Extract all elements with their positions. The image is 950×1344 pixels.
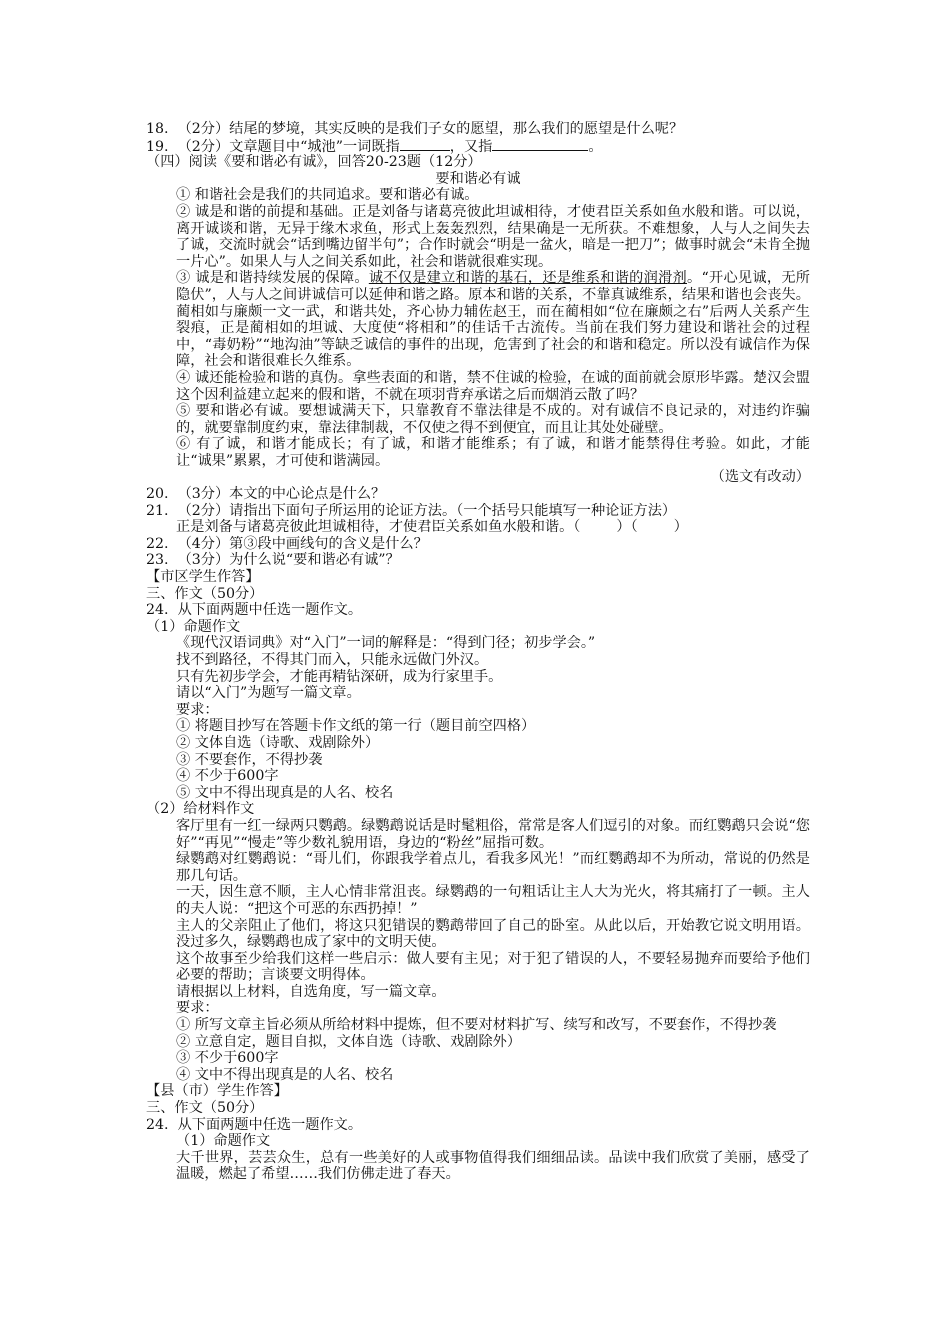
paragraph-3-start: ③ 诚是和谐持续发展的保障。 xyxy=(176,270,369,287)
section-3-heading: 三、作文（50分） xyxy=(146,585,264,602)
requirement-item: ① 所写文章主旨必须从所给材料中提炼，但不要对材料扩写、续写和改写，不要套作，不得抄袭 xyxy=(176,1017,777,1034)
composition-2-heading: （2）给材料作文 xyxy=(146,801,255,818)
underlined-sentence: 诚不仅是建立和谐的基石，还是维系和谐的润滑剂 xyxy=(368,270,688,287)
paragraph-2: ② 诚是和谐的前提和基础。正是刘备与诸葛亮彼此坦诚相待，才使君臣关系如鱼水般和谐。可以说，离开诚谈和谐，无异于缘木求鱼，形式上轰轰烈烈，结果确是一无所获。不难想象，人与人之间失去了诚，交流时就会“话到嘴边留半句”；合作时就会“明是一盆火，暗是一把刀”；做事时就会“未肯全抛一片心”。如果人与人之间关系如此，社会和谐就很难实现。 xyxy=(176,203,810,270)
section-4-heading: （四）阅读《要和谐必有诚》，回答20-23题（12分） xyxy=(146,154,482,171)
material-paragraph: 绿鹦鹉对红鹦鹉说：“哥儿们，你跟我学着点儿，看我多风光！”而红鹦鹉却不为所动，常说的仍然是那几句话。 xyxy=(176,851,810,884)
requirement-item: ② 文体自选（诗歌、戏剧除外） xyxy=(176,734,380,751)
question-21-sentence: 正是刘备与诸葛亮彼此坦诚相待，才使君臣关系如鱼水般和谐。（ ）（ ） xyxy=(176,519,688,536)
material-instruction: 请根据以上材料，自选角度，写一篇文章。 xyxy=(176,983,446,1000)
material-paragraph: 主人的父亲阻止了他们，将这只犯错误的鹦鹉带回了自己的卧室。从此以后，开始教它说文明用语。没过多久，绿鹦鹉也成了家中的文明天使。 xyxy=(176,917,810,951)
article-title: 要和谐必有诚 xyxy=(435,170,521,187)
composition-1-heading: （1）命题作文 xyxy=(176,1133,271,1150)
question-23: 23. （3分）为什么说“要和谐必有诚”？ xyxy=(146,552,400,569)
q19-text-mid: ，又指 xyxy=(449,138,493,155)
requirement-item: ② 立意自定，题目自拟，文体自选（诗歌、戏剧除外） xyxy=(176,1033,522,1050)
city-students-header: 【市区学生作答】 xyxy=(146,569,260,586)
composition-1-line: 找不到路径，不得其门而入，只能永远做门外汉。 xyxy=(176,652,489,668)
paragraph-1: ① 和谐社会是我们的共同追求。要和谐必有诚。 xyxy=(176,187,479,204)
composition-1-paragraph: 大千世界，芸芸众生，总有一些美好的人或事物值得我们细细品读。品读中我们欣赏了美丽，感受了温暖，燃起了希望……我们仿佛走进了春天。 xyxy=(176,1149,810,1183)
exam-page xyxy=(146,121,810,1183)
question-21: 21. （2分）请指出下面句子所运用的论证方法。（一个括号只能填写一种论证方法） xyxy=(146,502,677,519)
requirement-item: ① 将题目抄写在答题卡作文纸的第一行（题目前空四格） xyxy=(176,718,536,735)
q19-text-pre: 19. （2分）文章题目中“城池”一词既指 xyxy=(146,138,400,155)
composition-1-heading: （1）命题作文 xyxy=(146,618,241,635)
answer-blank-1[interactable] xyxy=(400,138,450,151)
requirement-item: ③ 不少于600字 xyxy=(176,1050,279,1067)
composition-1-line: 请以“入门”为题写一篇文章。 xyxy=(176,685,361,702)
requirement-item: ③ 不要套作，不得抄袭 xyxy=(176,751,323,768)
requirement-item: ④ 不少于600字 xyxy=(176,768,279,785)
material-paragraph: 客厅里有一红一绿两只鹦鹉。绿鹦鹉说话是时髦粗俗，常常是客人们逗引的对象。而红鹦鹉只会说“您好”“再见”“慢走”等少数礼貌用语，身边的“粉丝”屈指可数。 xyxy=(176,817,810,851)
source-note: （选文有改动） xyxy=(710,469,810,486)
answer-blank-2[interactable] xyxy=(492,138,588,151)
requirement-item: ④ 文中不得出现真是的人名、校名 xyxy=(176,1066,394,1083)
section-3-heading: 三、作文（50分） xyxy=(146,1100,264,1117)
paragraph-5: ⑤ 要和谐必有诚。要想诚满天下，只靠教育不靠法律是不成的。对有诚信不良记录的，对违约诈骗的，就要靠制度约束，靠法律制裁，不仅使之得不到便宜，而且让其处处碰壁。 xyxy=(176,403,810,436)
county-students-header: 【县（市）学生作答】 xyxy=(146,1083,288,1100)
q19-text-end: 。 xyxy=(588,138,603,155)
question-24: 24. 从下面两题中任选一题作文。 xyxy=(146,1116,363,1133)
question-18: 18. （2分）结尾的梦境，其实反映的是我们子女的愿望，那么我们的愿望是什么呢？ xyxy=(146,121,684,137)
requirements-label: 要求： xyxy=(176,701,219,718)
paragraph-3-rest: 。“开心见诚，无所隐伏”，人与人之间讲诚信可以延伸和谐之路。原本和谐的关系，不靠真诚维系，结果和谐也会丧失。蔺相如与廉颇一文一武，和谐共处，齐心协力辅佐赵王，而在蔺相如“位在廉颇之右”后两人关系产生裂痕，正是蔺相如的坦诚、大度使“将相和”的佳话千古流传。当前在我们努力建设和谐社会的过程中，“毒奶粉”“地沟油”等缺乏诚信的事件的出现，危害到了社会的和谐和稳定。所以没有诚信作为保障，社会和谐很难长久维系。 xyxy=(176,270,810,370)
paragraph-6: ⑥ 有了诚，和谐才能成长；有了诚，和谐才能维系；有了诚，和谐才能禁得住考验。如此，才能让“诚果”累累，才可使和谐满园。 xyxy=(176,436,810,469)
paragraph-4: ④ 诚还能检验和谐的真伪。拿些表面的和谐，禁不住诚的检验，在诚的面前就会原形毕露。楚汉会盟这个因利益建立起来的假和谐，不就在项羽背弃承诺之后而烟消云散了吗？ xyxy=(176,369,810,403)
requirement-item: ⑤ 文中不得出现真是的人名、校名 xyxy=(176,784,394,801)
question-20: 20. （3分）本文的中心论点是什么？ xyxy=(146,486,386,503)
question-22: 22. （4分）第③段中画线句的含义是什么？ xyxy=(146,535,428,552)
question-19 xyxy=(146,138,810,155)
material-paragraph: 这个故事至少给我们这样一些启示：做人要有主见；对于犯了错误的人，不要轻易抛弃而要给予他们必要的帮助；言谈要文明得体。 xyxy=(176,950,810,984)
requirements-label: 要求： xyxy=(176,1000,219,1017)
question-24: 24. 从下面两题中任选一题作文。 xyxy=(146,602,363,619)
composition-1-line: 《现代汉语词典》对“入门”一词的解释是：“得到门径；初步学会。” xyxy=(176,635,596,652)
material-paragraph: 一天，因生意不顺，主人心情非常沮丧。绿鹦鹉的一句粗话让主人大为光火，将其痛打了一顿。主人的夫人说：“把这个可恶的东西扔掉！” xyxy=(176,884,810,917)
paragraph-3 xyxy=(146,270,810,370)
composition-1-line: 只有先初步学会，才能再精钻深研，成为行家里手。 xyxy=(176,668,503,685)
